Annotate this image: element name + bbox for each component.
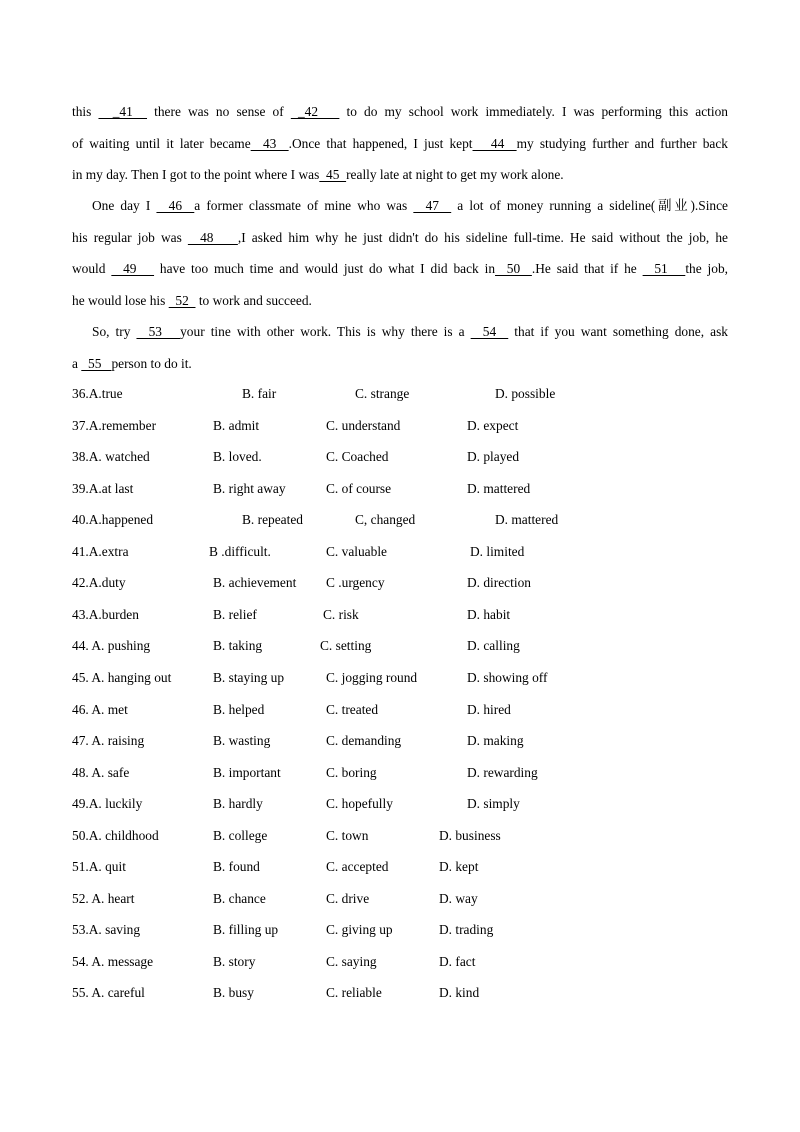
passage-text: .He said that if he <box>531 261 643 277</box>
option-c: C. risk <box>323 606 359 622</box>
answer-blank: 53 <box>136 324 181 339</box>
option-c: C. strange <box>355 386 410 401</box>
option-b: B. chance <box>213 890 266 906</box>
option-d: D. rewarding <box>467 764 538 780</box>
option-b: B. busy <box>213 985 254 1001</box>
passage-line <box>72 159 728 191</box>
option-b: B. filling up <box>213 922 279 938</box>
option-d: D. direction <box>467 575 531 591</box>
passage-text: would <box>72 261 112 277</box>
option-a: 38.A. watched <box>72 449 150 465</box>
answer-blank: 54 <box>470 324 509 339</box>
option-b: B. helped <box>213 701 265 717</box>
option-row <box>72 859 732 879</box>
answer-blank: 46 <box>156 198 195 213</box>
passage-text: your tine with other work. This is why there is a <box>180 324 471 339</box>
option-b: B. loved. <box>213 449 262 465</box>
option-d: D. limited <box>470 543 525 559</box>
option-a: 52. A. heart <box>72 890 135 906</box>
option-d: D. possible <box>495 386 556 401</box>
option-b: B. taking <box>213 638 263 654</box>
option-d: D. simply <box>467 796 520 812</box>
option-row <box>72 449 732 469</box>
option-a: 42.A.duty <box>72 575 126 591</box>
option-a: 48. A. safe <box>72 764 130 780</box>
option-a: 36.A.true <box>72 386 123 401</box>
answer-blank: 48 <box>187 229 238 245</box>
option-a: 49.A. luckily <box>72 796 143 812</box>
option-a: 47. A. raising <box>72 733 145 749</box>
passage-text: he would lose his <box>72 292 169 308</box>
option-d: D. making <box>467 733 524 749</box>
option-c: C. valuable <box>326 543 387 559</box>
passage-paragraph-3 <box>72 316 728 379</box>
option-d: D. way <box>439 890 478 906</box>
option-c: C. town <box>326 827 369 843</box>
passage-text: to work and succeed. <box>195 292 312 308</box>
passage-line <box>72 316 728 348</box>
passage-paragraph-1 <box>72 96 728 191</box>
option-d: D. business <box>439 827 501 843</box>
option-a: 40.A.happened <box>72 512 154 528</box>
option-a: 45. A. hanging out <box>72 669 172 685</box>
passage-line <box>72 128 728 160</box>
option-c: C. of course <box>326 480 392 496</box>
passage-text: this <box>72 104 99 119</box>
passage-text: there was no sense of <box>147 104 291 119</box>
option-c: C. jogging round <box>326 669 418 685</box>
option-b: B. right away <box>213 480 286 496</box>
option-c: C .urgency <box>326 575 385 591</box>
passage-text: really late at night to get my work alone. <box>346 167 564 183</box>
answer-blank: 49 <box>111 261 155 277</box>
passage-text: So, try <box>92 324 137 339</box>
option-row <box>72 985 732 1005</box>
option-d: D. calling <box>467 638 520 654</box>
option-a: 53.A. saving <box>72 922 141 938</box>
option-d: D. mattered <box>467 480 531 496</box>
passage-line <box>72 253 728 285</box>
option-a: 44. A. pushing <box>72 638 151 654</box>
option-b: B. achievement <box>213 575 297 591</box>
option-b: B. story <box>213 953 256 969</box>
answer-blank: 51 <box>642 261 686 277</box>
passage-line <box>72 285 728 317</box>
answer-blank: 55 <box>81 355 112 371</box>
option-c: C. giving up <box>326 922 393 938</box>
option-c: C. hopefully <box>326 796 393 812</box>
option-row <box>72 575 732 595</box>
answer-blank: 45 <box>319 167 347 183</box>
passage-text: ,I asked him why he just didn't do his sideline full-time. He said without the job, he <box>237 229 728 245</box>
option-d: D. fact <box>439 953 476 969</box>
option-d: D. hired <box>467 701 511 717</box>
passage-text: my studying further and further back <box>516 135 728 151</box>
passage-text: of waiting until it later became <box>72 135 251 151</box>
option-d: D. mattered <box>495 512 559 528</box>
option-row <box>72 765 732 785</box>
option-row <box>72 386 732 406</box>
option-d: D. trading <box>439 922 494 938</box>
passage-text: in my day. Then I got to the point where I was <box>72 167 320 183</box>
passage-line <box>72 348 728 380</box>
option-c: C. reliable <box>326 985 382 1001</box>
option-a: 50.A. childhood <box>72 827 159 843</box>
option-row <box>72 796 732 816</box>
passage-line <box>72 222 728 254</box>
option-row <box>72 733 732 753</box>
option-c: C. accepted <box>326 859 389 875</box>
option-a: 41.A.extra <box>72 543 129 559</box>
passage-line <box>72 190 728 222</box>
option-c: C. setting <box>320 638 372 654</box>
option-b: B. staying up <box>213 669 285 685</box>
passage-text: his regular job was <box>72 229 188 245</box>
option-b: B. repeated <box>242 512 303 528</box>
option-c: C. demanding <box>326 733 402 749</box>
answer-blank: 47 <box>413 198 452 213</box>
option-row <box>72 891 732 911</box>
option-c: C. saying <box>326 953 377 969</box>
option-b: B. relief <box>213 606 257 622</box>
option-c: C. understand <box>326 417 401 433</box>
answer-blank: 52 <box>168 292 196 308</box>
passage-text: a former classmate of mine who was <box>194 198 414 213</box>
option-row <box>72 702 732 722</box>
passage-text: the job, <box>685 261 728 277</box>
passage-text: person to do it. <box>111 355 192 371</box>
option-row <box>72 638 732 658</box>
option-d: D. showing off <box>467 669 548 685</box>
option-a: 55. A. careful <box>72 985 145 1001</box>
option-c: C. treated <box>326 701 379 717</box>
option-d: D. kept <box>439 859 479 875</box>
option-d: D. expect <box>467 417 519 433</box>
answer-blank: 50 <box>495 261 532 277</box>
option-c: C. drive <box>326 890 370 906</box>
option-a: 39.A.at last <box>72 480 134 496</box>
option-b: B. important <box>213 764 281 780</box>
option-row <box>72 922 732 942</box>
option-a: 51.A. quit <box>72 859 126 875</box>
option-b: B. wasting <box>213 733 271 749</box>
passage-line <box>72 96 728 128</box>
passage-text: One day I <box>92 198 157 213</box>
option-row <box>72 481 732 501</box>
option-b: B. found <box>213 859 260 875</box>
passage-text: a <box>72 355 82 371</box>
option-row <box>72 670 732 690</box>
option-a: 43.A.burden <box>72 606 139 622</box>
answer-blank: _41 <box>98 104 148 119</box>
passage-text: a lot of money running a sideline(副业).Since <box>451 198 728 213</box>
option-b: B. fair <box>242 386 277 401</box>
passage-text: have too much time and would just do what I did back in <box>154 261 496 277</box>
option-b: B. admit <box>213 417 260 433</box>
option-row <box>72 607 732 627</box>
option-c: C, changed <box>355 512 416 528</box>
option-a: 46. A. met <box>72 701 128 717</box>
answer-blank: _42 <box>290 104 340 119</box>
passage-text: to do my school work immediately. I was performing this action <box>339 104 728 119</box>
passage-paragraph-2 <box>72 190 728 316</box>
option-d: D. habit <box>467 606 511 622</box>
option-b: B. hardly <box>213 796 263 812</box>
option-a: 54. A. message <box>72 953 154 969</box>
answer-blank: 43 <box>250 135 289 151</box>
passage-text: .Once that happened, I just kept <box>288 135 473 151</box>
option-b: B. college <box>213 827 268 843</box>
option-c: C. Coached <box>326 449 389 465</box>
option-a: 37.A.remember <box>72 417 157 433</box>
passage-text: that if you want something done, ask <box>508 324 728 339</box>
answer-blank: 44 <box>472 135 517 151</box>
option-d: D. played <box>467 449 520 465</box>
option-row <box>72 954 732 974</box>
option-row <box>72 544 732 564</box>
option-row <box>72 418 732 438</box>
option-row <box>72 512 732 532</box>
option-c: C. boring <box>326 764 377 780</box>
option-b: B .difficult. <box>209 543 271 559</box>
option-row <box>72 828 732 848</box>
option-d: D. kind <box>439 985 480 1001</box>
